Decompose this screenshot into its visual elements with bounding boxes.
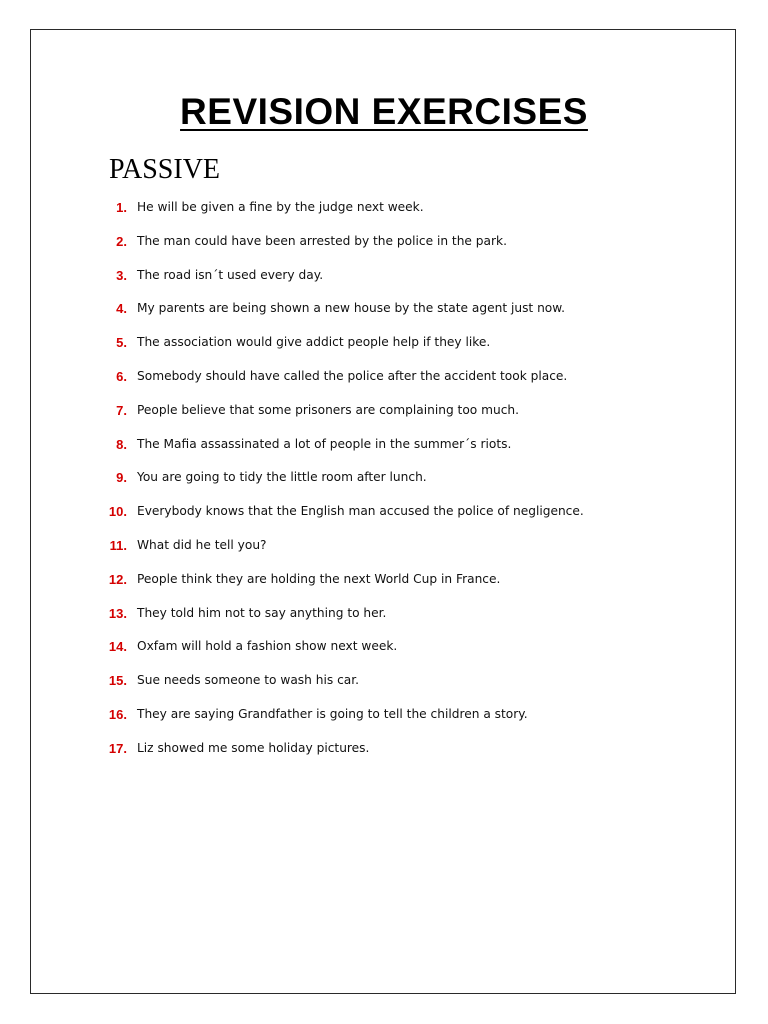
exercise-number: 4.: [116, 301, 127, 317]
exercise-text: Liz showed me some holiday pictures.: [137, 740, 370, 755]
exercise-text: Everybody knows that the English man accused the police of negligence.: [137, 504, 584, 519]
exercise-item: [0, 703, 768, 737]
exercise-text: You are going to tidy the little room after lunch.: [137, 470, 427, 485]
exercise-text: They told him not to say anything to her.: [137, 605, 387, 620]
exercise-text: Sue needs someone to wash his car.: [137, 673, 360, 688]
exercise-number: 10.: [108, 504, 127, 520]
exercise-number: 15.: [108, 673, 127, 689]
exercise-text: Oxfam will hold a fashion show next week.: [137, 639, 398, 654]
exercise-item: [0, 297, 768, 331]
exercise-number: 9.: [116, 470, 127, 486]
exercise-item: [0, 500, 768, 534]
exercise-text: Somebody should have called the police after the accident took place.: [137, 368, 568, 383]
exercise-number: 1.: [116, 200, 127, 215]
exercise-item: [0, 737, 768, 771]
exercise-text: My parents are being shown a new house by the state agent just now.: [137, 301, 565, 316]
exercise-number: 7.: [116, 402, 127, 418]
exercise-number: 17.: [108, 740, 127, 756]
exercise-item: [0, 264, 768, 298]
exercise-item: [0, 230, 768, 264]
exercise-item: [0, 534, 768, 568]
exercise-item: [0, 196, 768, 230]
exercise-list: [0, 196, 768, 771]
page-title: [0, 90, 768, 134]
exercise-item: [0, 365, 768, 399]
section-heading: PASSIVE: [109, 154, 221, 185]
exercise-item: [0, 466, 768, 500]
exercise-item: [0, 602, 768, 636]
exercise-number: 12.: [108, 571, 127, 587]
exercise-text: He will be given a fine by the judge next week.: [137, 200, 424, 214]
page-title-text: REVISION EXERCISES: [180, 91, 588, 132]
exercise-item: [0, 433, 768, 467]
exercise-text: They are saying Grandfather is going to tell the children a story.: [137, 706, 528, 721]
exercise-text: People think they are holding the next World Cup in France.: [137, 571, 501, 586]
exercise-item: [0, 568, 768, 602]
exercise-number: 13.: [108, 605, 127, 621]
exercise-text: People believe that some prisoners are complaining too much.: [137, 402, 520, 417]
exercise-item: [0, 331, 768, 365]
exercise-number: 8.: [116, 436, 127, 452]
exercise-text: The man could have been arrested by the police in the park.: [137, 233, 507, 248]
exercise-number: 2.: [116, 233, 127, 249]
exercise-item: [0, 669, 768, 703]
exercise-number: 14.: [108, 639, 127, 655]
exercise-number: 6.: [116, 368, 127, 384]
exercise-text: The road isn´t used every day.: [137, 267, 324, 282]
exercise-text: What did he tell you?: [137, 537, 267, 552]
exercise-item: [0, 399, 768, 433]
exercise-number: 3.: [116, 267, 127, 283]
exercise-text: The Mafia assassinated a lot of people in the summer´s riots.: [137, 436, 512, 451]
exercise-number: 16.: [108, 706, 127, 722]
exercise-number: 11.: [109, 537, 127, 553]
exercise-number: 5.: [116, 335, 127, 351]
exercise-text: The association would give addict people help if they like.: [137, 335, 491, 350]
exercise-item: [0, 635, 768, 669]
